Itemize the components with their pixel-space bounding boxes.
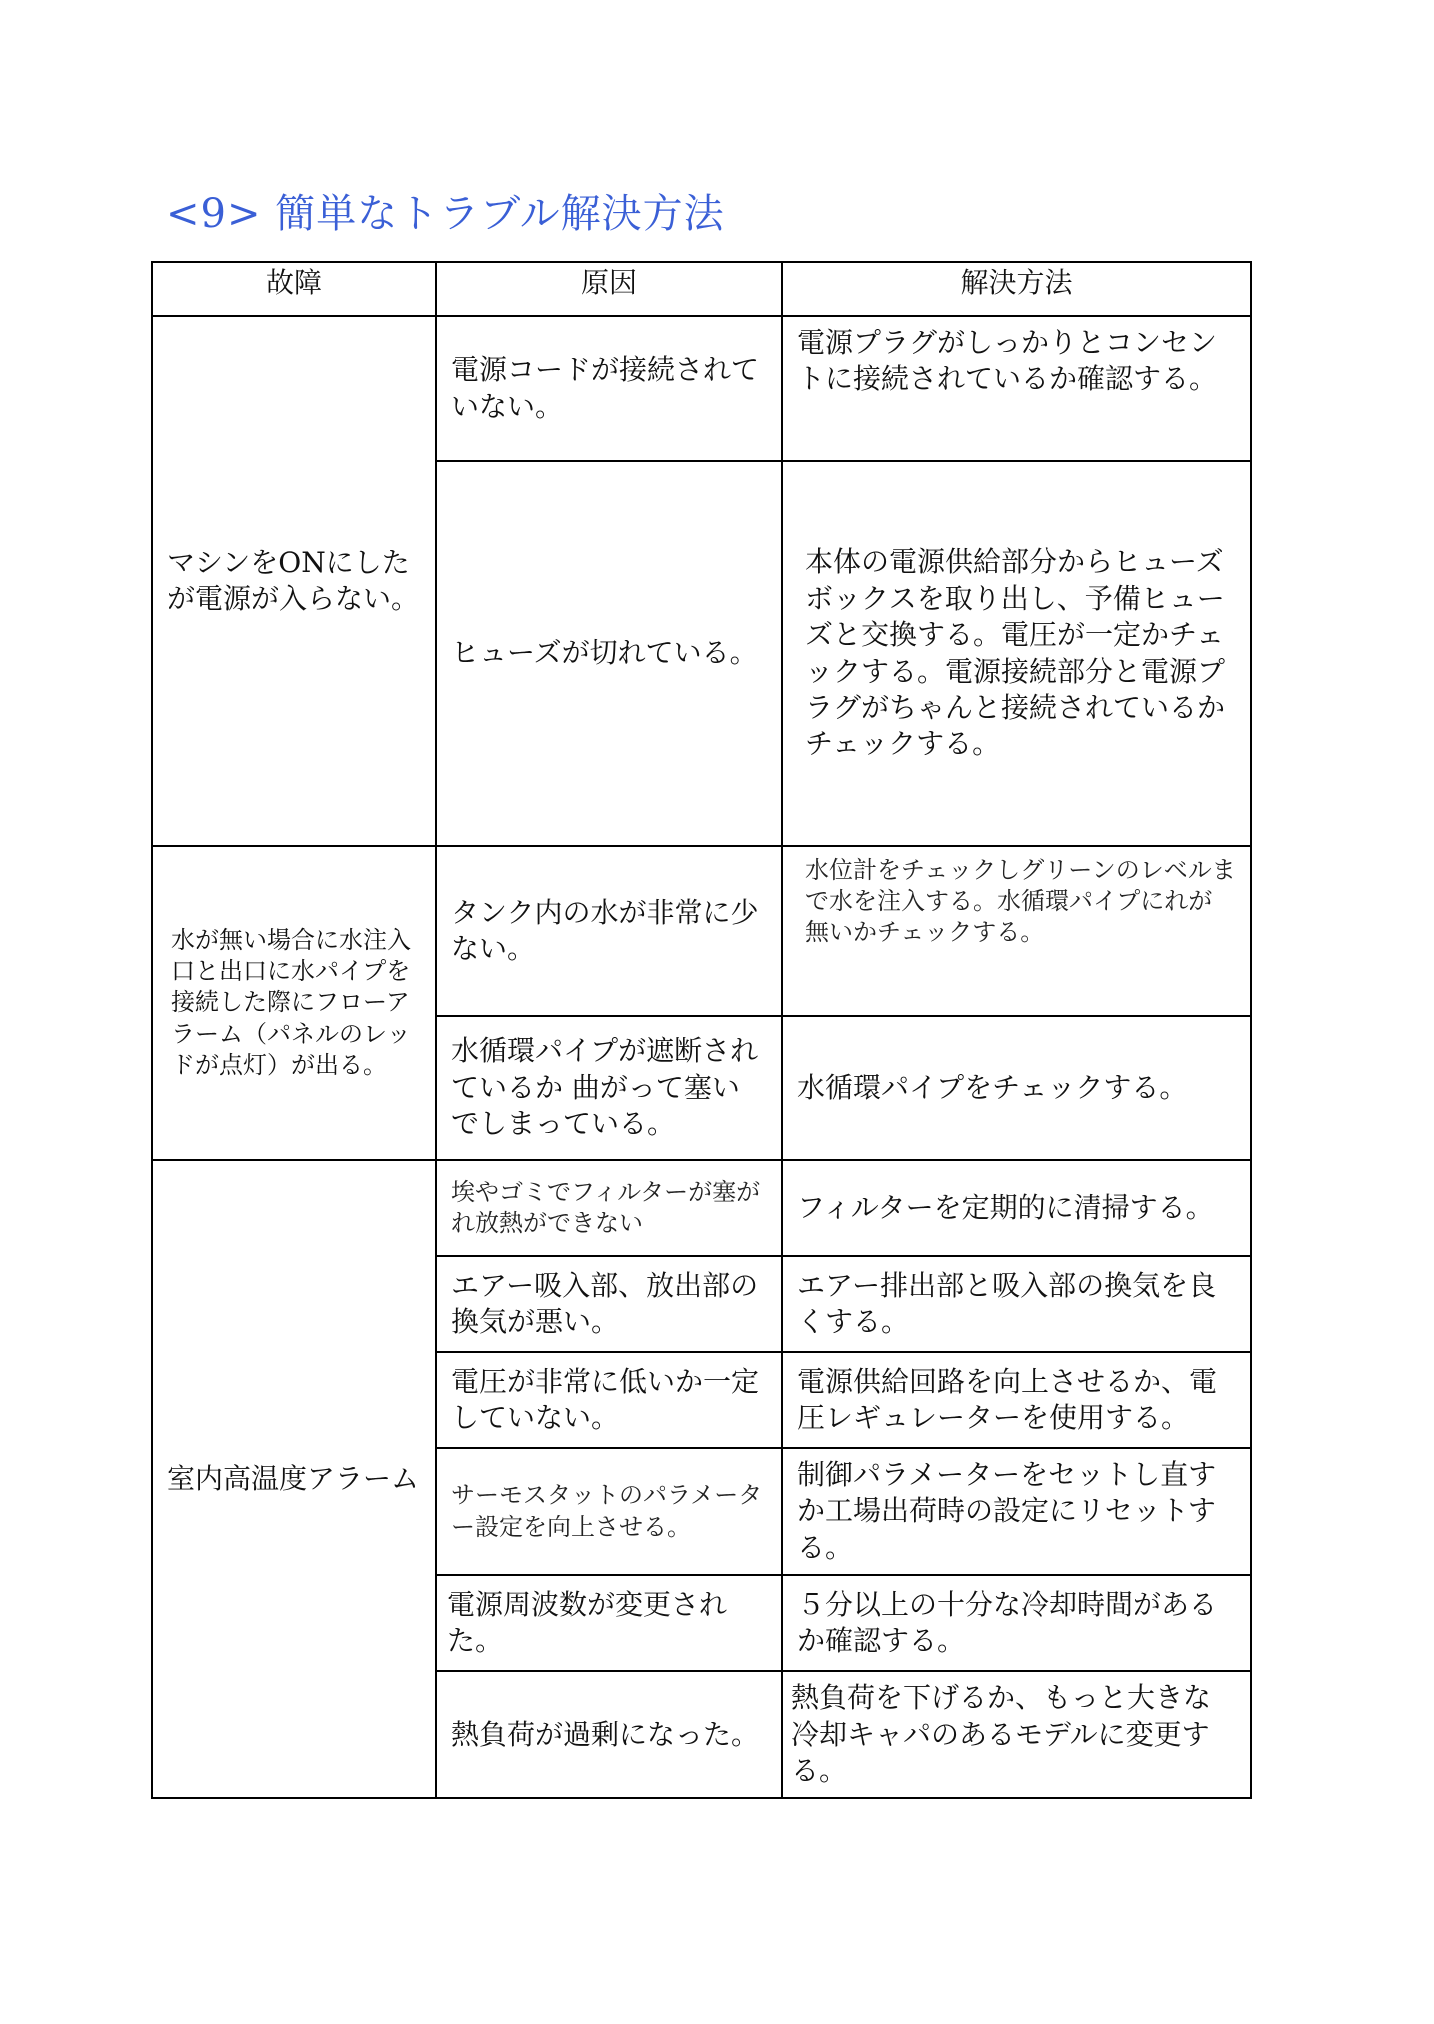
solution-cell: フィルターを定期的に清掃する。 [782,1160,1251,1256]
fault-cell: 水が無い場合に水注入口と出口に水パイプを接続した際にフローアラーム（パネルのレッドが点灯）が出る。 [152,846,436,1160]
cause-cell: タンク内の水が非常に少ない。 [436,846,782,1016]
table-row [152,316,1251,461]
header-solution: 解決方法 [782,262,1251,316]
table-header-row [152,262,1251,316]
fault-cell: マシンをONにしたが電源が入らない。 [152,316,436,846]
solution-cell: エアー排出部と吸入部の換気を良くする。 [782,1256,1251,1352]
solution-cell: 電源供給回路を向上させるか、電圧レギュレーターを使用する。 [782,1352,1251,1448]
header-cause: 原因 [436,262,782,316]
solution-cell: 電源プラグがしっかりとコンセントに接続されているか確認する。 [782,316,1251,461]
cause-cell: 熱負荷が過剰になった。 [436,1671,782,1798]
table-row [152,1160,1251,1256]
solution-cell: 水位計をチェックしグリーンのレベルまで水を注入する。水循環パイプにれが無いかチェックする。 [782,846,1251,1016]
cause-cell: 電源周波数が変更された。 [436,1575,782,1671]
cause-cell: 電源コードが接続されていない。 [436,316,782,461]
cause-cell: ヒューズが切れている。 [436,461,782,846]
cause-cell: エアー吸入部、放出部の換気が悪い。 [436,1256,782,1352]
cause-cell: 水循環パイプが遮断されているか 曲がって塞いでしまっている。 [436,1016,782,1160]
page-title: <9> 簡単なトラブル解決方法 [166,191,725,237]
fault-cell: 室内高温度アラーム [152,1160,436,1798]
cause-cell: サーモスタットのパラメーター設定を向上させる。 [436,1448,782,1575]
table-row [152,846,1251,1016]
solution-cell: 本体の電源供給部分からヒューズボックスを取り出し、予備ヒューズと交換する。電圧が一定かチェックする。電源接続部分と電源プラグがちゃんと接続されているかチェックする。 [782,461,1251,846]
cause-cell: 電圧が非常に低いか一定していない。 [436,1352,782,1448]
solution-cell: ５分以上の十分な冷却時間があるか確認する。 [782,1575,1251,1671]
solution-cell: 制御パラメーターをセットし直すか工場出荷時の設定にリセットする。 [782,1448,1251,1575]
solution-cell: 水循環パイプをチェックする。 [782,1016,1251,1160]
solution-cell: 熱負荷を下げるか、もっと大きな冷却キャパのあるモデルに変更する。 [782,1671,1251,1798]
troubleshooting-table [151,261,1252,1799]
cause-cell: 埃やゴミでフィルターが塞がれ放熱ができない [436,1160,782,1256]
header-fault: 故障 [152,262,436,316]
